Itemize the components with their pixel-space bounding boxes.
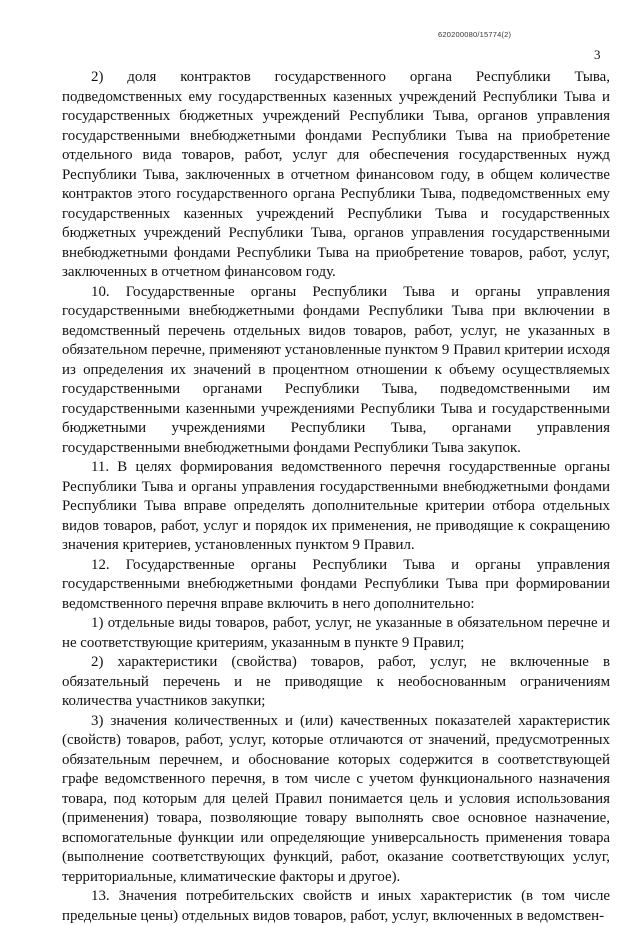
paragraph-clause-12-item-1: 1) отдельные виды товаров, работ, услуг, не указанные в обязательном перечне и не соответствующие критериям, указанным в пункте 9 Правил; — [62, 615, 610, 651]
paragraph-clause-11: 11. В целях формирования ведомственного перечня государственные органы Республики Тыва и органы управления государственными внебюджетными фондами Республики Тыва вправе определять дополнительные критерии отбора отдельных видов товаров, работ, услуг и порядок их применения, не приводящие к сокращению значения критериев, установленных пунктом 9 Правил. — [62, 459, 610, 553]
document-body — [62, 68, 610, 926]
paragraph-item-2: 2) доля контрактов государственного органа Республики Тыва, подведомственных ему государственных казенных учреждений Республики Тыва и государственных бюджетных учреждений Республики Тыва, органов управления государственными внебюджетными фондами Республики Тыва на приобретение отдельного вида товаров, работ, услуг для обеспечения государственных нужд Республики Тыва, заключенных в отчетном финансовом году, в общем количестве контрактов этого государственного органа Республики Тыва, подведомственных ему государственных казенных учреждений Республики Тыва и государственных бюджетных учреждений Республики Тыва, органов управления государственными внебюджетными фондами Республики Тыва на приобретение товаров, работ, услуг, заключенных в отчетном финансовом году. — [62, 69, 610, 280]
paragraph-clause-12: 12. Государственные органы Республики Тыва и органы управления государственными внебюджетными фондами Республики Тыва при формировании ведомственного перечня вправе включить в него дополнительно: — [62, 556, 610, 612]
paragraph-clause-12-item-3: 3) значения количественных и (или) качественных показателей характеристик (свойств) товаров, работ, услуг, которые отличаются от значений, предусмотренных обязательным перечнем, и обоснование которых содержится в соответствующей графе ведомственного перечня, в том числе с учетом функционального назначения товара, под которым для целей Правил понимается цель и условия использования (применения) товара, позволяющие товару выполнять свое основное назначение, вспомогательные функции или определяющие универсальность применения товара (выполнение соответствующих функций, работ, оказание соответствующих услуг, территориальные, климатические факторы и другое). — [62, 712, 610, 885]
paragraph-clause-10: 10. Государственные органы Республики Тыва и органы управления государственными внебюджетными фондами Республики Тыва при включении в ведомственный перечень отдельных видов товаров, работ, услуг, не указанных в обязательном перечне, применяют установленные пунктом 9 Правил критерии исходя из определения их значений в процентном отношении к объему осуществляемых государственными органами Республики Тыва, подведомственными им государственными казенными учреждениями Республики Тыва и государственными бюджетными учреждениями Республики Тыва, органами управления государственными внебюджетными фондами Республики Тыва закупок. — [62, 283, 610, 456]
paragraph-clause-13: 13. Значения потребительских свойств и иных характеристик (в том числе предельные цены) отдельных видов товаров, работ, услуг, включенных в ведомствен- — [62, 888, 610, 924]
page-number: 3 — [594, 47, 601, 62]
document-number: 620200080/15774(2) — [438, 30, 512, 39]
paragraph-clause-12-item-2: 2) характеристики (свойства) товаров, работ, услуг, не включенные в обязательный перечень и не приводящие к необоснованным ограничениям количества участников закупки; — [62, 654, 610, 709]
